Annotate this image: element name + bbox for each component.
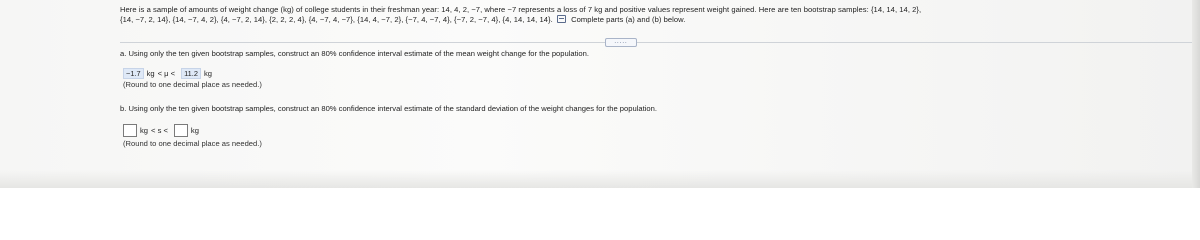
- question-instructions: Complete parts (a) and (b) below.: [571, 15, 686, 24]
- part-a-lower-input[interactable]: −1.7: [123, 68, 144, 79]
- part-b-hint: (Round to one decimal place as needed.): [123, 139, 262, 148]
- part-b-label: b. Using only the ten given bootstrap samples, construct an 80% confidence interval estimate of the standard deviation of the weight changes for the population.: [120, 104, 657, 113]
- section-divider: [120, 42, 1200, 43]
- part-b-lower-input[interactable]: [123, 124, 137, 137]
- bottom-shade: [0, 170, 1200, 188]
- part-b-upper-input[interactable]: [174, 124, 188, 137]
- question-line-1: Here is a sample of amounts of weight change (kg) of college students in their freshman year: 14, 4, 2, −7, where −7 represents a loss of 7 kg and positive values represent weight gained. Here are ten bootstrap samples: {14, 14, 14, 2},: [120, 5, 922, 14]
- part-b-unit-2: kg: [190, 126, 199, 135]
- question-line-2: [120, 15, 1100, 25]
- part-b-unit-1: kg: [140, 126, 149, 135]
- expand-handle[interactable]: .....: [605, 38, 637, 47]
- part-a-upper-input[interactable]: 11.2: [181, 68, 201, 79]
- part-b-answer-row: [123, 124, 202, 137]
- part-a-answer-row: [123, 68, 215, 79]
- question-text: [120, 5, 1100, 25]
- part-b-inequality: < s <: [151, 126, 168, 135]
- part-a-unit-2: kg: [203, 69, 212, 78]
- part-a-label: a. Using only the ten given bootstrap samples, construct an 80% confidence interval estimate of the mean weight change for the population.: [120, 49, 589, 58]
- screen-bezel: [1192, 0, 1200, 188]
- part-a-unit-1: kg: [146, 69, 155, 78]
- part-a-hint: (Round to one decimal place as needed.): [123, 80, 262, 89]
- data-table-icon[interactable]: [557, 15, 566, 23]
- question-line-2-text: {14, −7, 2, 14}, {14, −7, 4, 2}, {4, −7, 2, 14}, {2, 2, 2, 4}, {4, −7, 4, −7}, {14, 4, −7, 2}, {−7, 4, −7, 4}, {−7, 2, −7, 4}, {4, 14, 14, 14}.: [120, 15, 553, 24]
- part-a-inequality: < μ <: [157, 69, 176, 78]
